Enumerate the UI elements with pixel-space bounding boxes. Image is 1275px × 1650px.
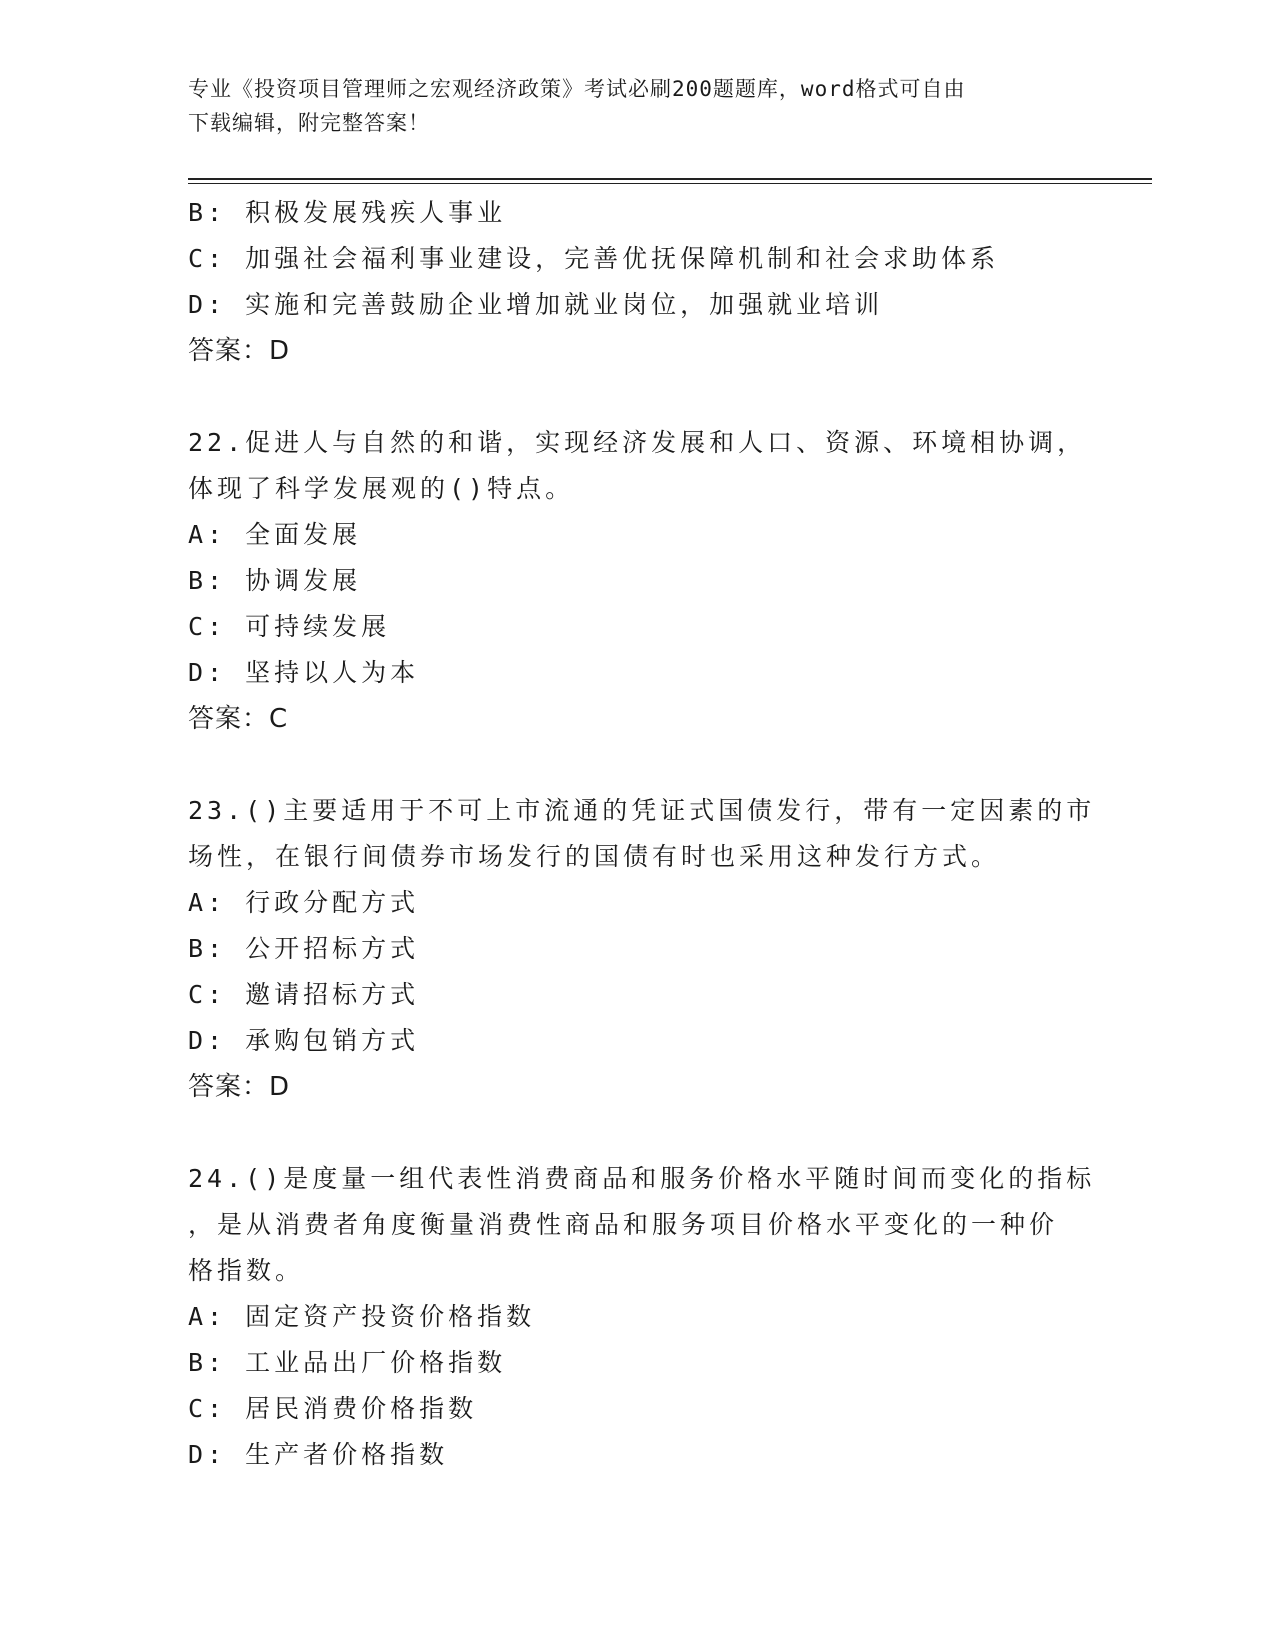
- option-c: C: 加强社会福利事业建设，完善优抚保障机制和社会求助体系: [188, 244, 1000, 273]
- option-d: D: 承购包销方式: [188, 1026, 420, 1055]
- answer-line: 答案：D: [188, 1072, 291, 1102]
- option-c: C: 可持续发展: [188, 612, 391, 641]
- option-b: B: 积极发展残疾人事业: [188, 198, 507, 227]
- document-header: [188, 72, 1088, 140]
- option-b: B: 公开招标方式: [188, 934, 420, 963]
- header-line-1: 专业《投资项目管理师之宏观经济政策》考试必刷200题题库，word格式可自由: [188, 77, 966, 101]
- question-text-line: 格指数。: [188, 1256, 305, 1285]
- header-line-2: 下载编辑，附完整答案！: [188, 111, 430, 135]
- option-b: B: 工业品出厂价格指数: [188, 1348, 507, 1377]
- option-a: A: 固定资产投资价格指数: [188, 1302, 536, 1331]
- header-rule-thick: [188, 178, 1152, 180]
- question-text-line: 24.()是度量一组代表性消费商品和服务价格水平随时间而变化的指标: [188, 1164, 1096, 1193]
- question-text-line: 22.促进人与自然的和谐，实现经济发展和人口、资源、环境相协调，: [188, 428, 1087, 457]
- option-d: D: 生产者价格指数: [188, 1440, 449, 1469]
- question-23: [188, 788, 1096, 1110]
- spacer: [188, 374, 1088, 420]
- answer-line: 答案：C: [188, 704, 289, 734]
- answer-line: 答案：D: [188, 336, 291, 366]
- option-a: A: 行政分配方式: [188, 888, 420, 917]
- question-22: [188, 420, 1088, 742]
- question-text-line: 体现了科学发展观的()特点。: [188, 474, 575, 503]
- option-d: D: 实施和完善鼓励企业增加就业岗位，加强就业培训: [188, 290, 884, 319]
- option-c: C: 邀请招标方式: [188, 980, 420, 1009]
- question-24: [188, 1156, 1096, 1478]
- option-d: D: 坚持以人为本: [188, 658, 420, 687]
- option-c: C: 居民消费价格指数: [188, 1394, 478, 1423]
- header-rule-thin: [188, 183, 1152, 184]
- spacer: [188, 1110, 1088, 1156]
- option-a: A: 全面发展: [188, 520, 362, 549]
- question-text-line: ，是从消费者角度衡量消费性商品和服务项目价格水平变化的一种价: [188, 1210, 1059, 1239]
- question-content: [188, 190, 1096, 1478]
- question-text-line: 场性，在银行间债券市场发行的国债有时也采用这种发行方式。: [188, 842, 1001, 871]
- option-b: B: 协调发展: [188, 566, 362, 595]
- spacer: [188, 742, 1088, 788]
- question-text-line: 23.()主要适用于不可上市流通的凭证式国债发行，带有一定因素的市: [188, 796, 1096, 825]
- prev-question: [188, 190, 1088, 374]
